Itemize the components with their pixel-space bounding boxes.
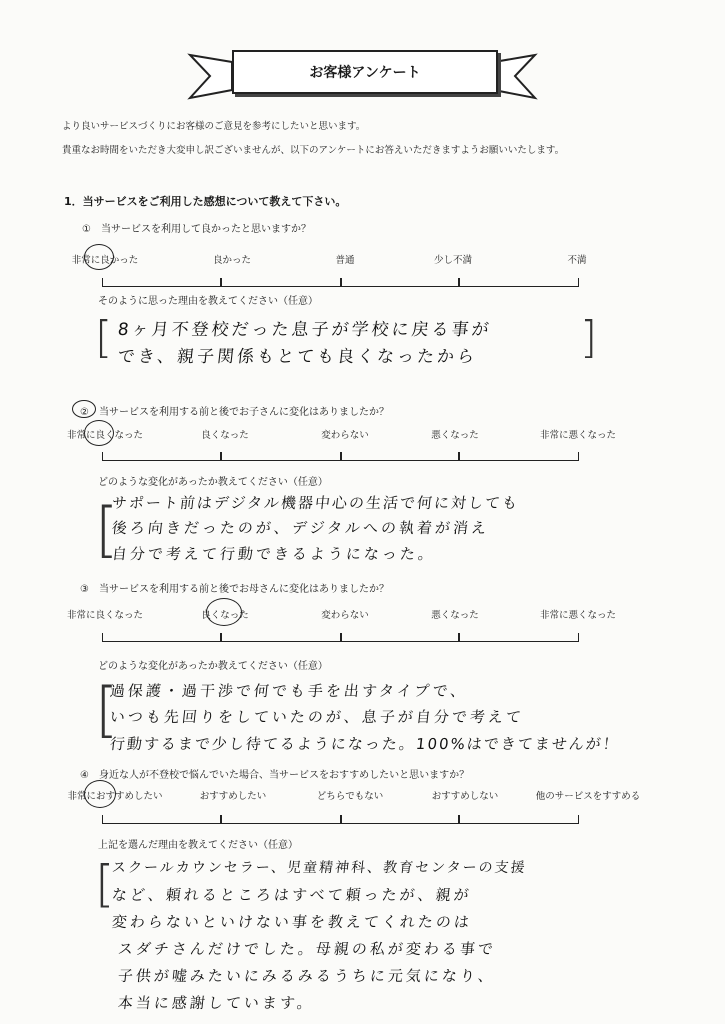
q4-tick-3	[340, 815, 342, 823]
q3-left-bracket: [	[95, 675, 119, 745]
q1-option-4: 少し不満	[433, 255, 473, 266]
q2-tick-4	[458, 452, 460, 460]
intro-line-2: 貴重なお時間をいただき大変申し訳ございませんが、以下のアンケートにお答えいただきますようお願いいたします。	[62, 145, 565, 156]
q2-option-3: 変わらない	[321, 430, 369, 441]
q3-tick-4	[458, 633, 460, 641]
q4-question: ④ 身近な人が不登校で悩んでいた場合、当サービスをおすすめしたいと思いますか？	[80, 770, 470, 781]
q4-answer-line-1: スクールカウンセラー、児童精神科、教育センターの支援	[111, 860, 528, 876]
q2-option-1: 非常に良くなった	[66, 430, 144, 441]
q4-reason-label: 上記を選んだ理由を教えてください（任意）	[98, 840, 298, 851]
q2-option-4: 悪くなった	[431, 430, 479, 441]
intro-line-1: より良いサービスづくりにお客様のご意見を参考にしたいと思います。	[62, 121, 366, 132]
q3-reason-label: どのような変化があったか教えてください（任意）	[98, 661, 328, 672]
q3-tick-2	[220, 633, 222, 641]
q2-question: ② 当サービスを利用する前と後でお子さんに変化はありましたか？	[80, 407, 389, 418]
q3-option-3: 変わらない	[321, 610, 369, 621]
q4-left-bracket: [	[95, 855, 115, 913]
q3-answer-line-1: 過保護・過干渉で何でも手を出すタイプで、	[109, 682, 470, 700]
q4-option-3: どちらでもない	[316, 791, 384, 802]
section-title: 1．当サービスをご利用した感想について教えて下さい。	[64, 195, 347, 208]
q2-tick-3	[340, 452, 342, 460]
q1-selection-circle	[84, 244, 114, 270]
q3-selection-circle	[206, 598, 242, 626]
q2-selection-circle	[84, 420, 114, 446]
q3-option-1: 非常に良くなった	[66, 610, 144, 621]
q4-answer-line-5: 子供が嘘みたいにみるみるうちに元気になり、	[117, 967, 497, 985]
q2-number-circle	[72, 400, 96, 418]
q2-tick-2	[220, 452, 222, 460]
q1-option-2: 良かった	[212, 255, 252, 266]
q2-answer-line-1: サポート前はデジタル機器中心の生活で何に対しても	[111, 494, 521, 512]
q3-answer-line-3: 行動するまで少し待てるようになった。100%はできてませんが！	[109, 735, 621, 753]
page-title: お客様アンケート	[232, 50, 498, 94]
q4-option-5: 他のサービスをすすめる	[535, 791, 641, 802]
q1-option-5: 不満	[567, 255, 587, 266]
q2-option-5: 非常に悪くなった	[539, 430, 617, 441]
q1-option-3: 普通	[335, 255, 355, 266]
q4-answer-line-6: 本当に感謝しています。	[117, 994, 316, 1012]
q1-option-1: 非常に良かった	[71, 255, 139, 266]
q3-question: ③ 当サービスを利用する前と後でお母さんに変化はありましたか？	[80, 584, 389, 595]
q4-answer-line-3: 変わらないといけない事を教えてくれたのは	[111, 913, 473, 931]
q4-option-2: おすすめしたい	[199, 791, 267, 802]
q4-answer-line-4: スダチさんだけでした。母親の私が変わる事で	[117, 940, 497, 958]
q3-option-4: 悪くなった	[431, 610, 479, 621]
q2-answer-line-3: 自分で考えて行動できるようになった。	[111, 545, 437, 563]
q1-question: ① 当サービスを利用して良かったと思いますか？	[82, 224, 311, 235]
q3-tick-3	[340, 633, 342, 641]
q2-answer-line-2: 後ろ向きだったのが、デジタルへの執着が消え	[111, 519, 491, 537]
q2-option-2: 良くなった	[201, 430, 249, 441]
q1-tick-3	[340, 278, 342, 286]
q1-tick-4	[458, 278, 460, 286]
q1-answer-line-1: 8ヶ月不登校だった息子が学校に戻る事が	[116, 320, 493, 340]
q3-option-5: 非常に悪くなった	[539, 610, 617, 621]
q4-answer-line-2: など、頼れるところはすべて頼ったが、親が	[111, 886, 473, 904]
q2-left-bracket: [	[95, 495, 119, 565]
q1-left-bracket: [	[95, 312, 113, 363]
q4-option-4: おすすめしない	[431, 791, 499, 802]
q1-right-bracket: ]	[580, 312, 598, 363]
q4-selection-circle	[84, 780, 116, 808]
q1-answer-line-2: でき、親子関係もとても良くなったから	[116, 347, 479, 367]
q4-tick-4	[458, 815, 460, 823]
q3-option-2: 良くなった	[201, 610, 249, 621]
q1-reason-label: そのように思った理由を教えてください（任意）	[98, 296, 318, 307]
q4-tick-2	[220, 815, 222, 823]
q2-reason-label: どのような変化があったか教えてください（任意）	[98, 477, 328, 488]
q3-answer-line-2: いつも先回りをしていたのが、息子が自分で考えて	[109, 708, 525, 726]
q4-option-1: 非常におすすめしたい	[67, 791, 163, 802]
q1-tick-2	[220, 278, 222, 286]
